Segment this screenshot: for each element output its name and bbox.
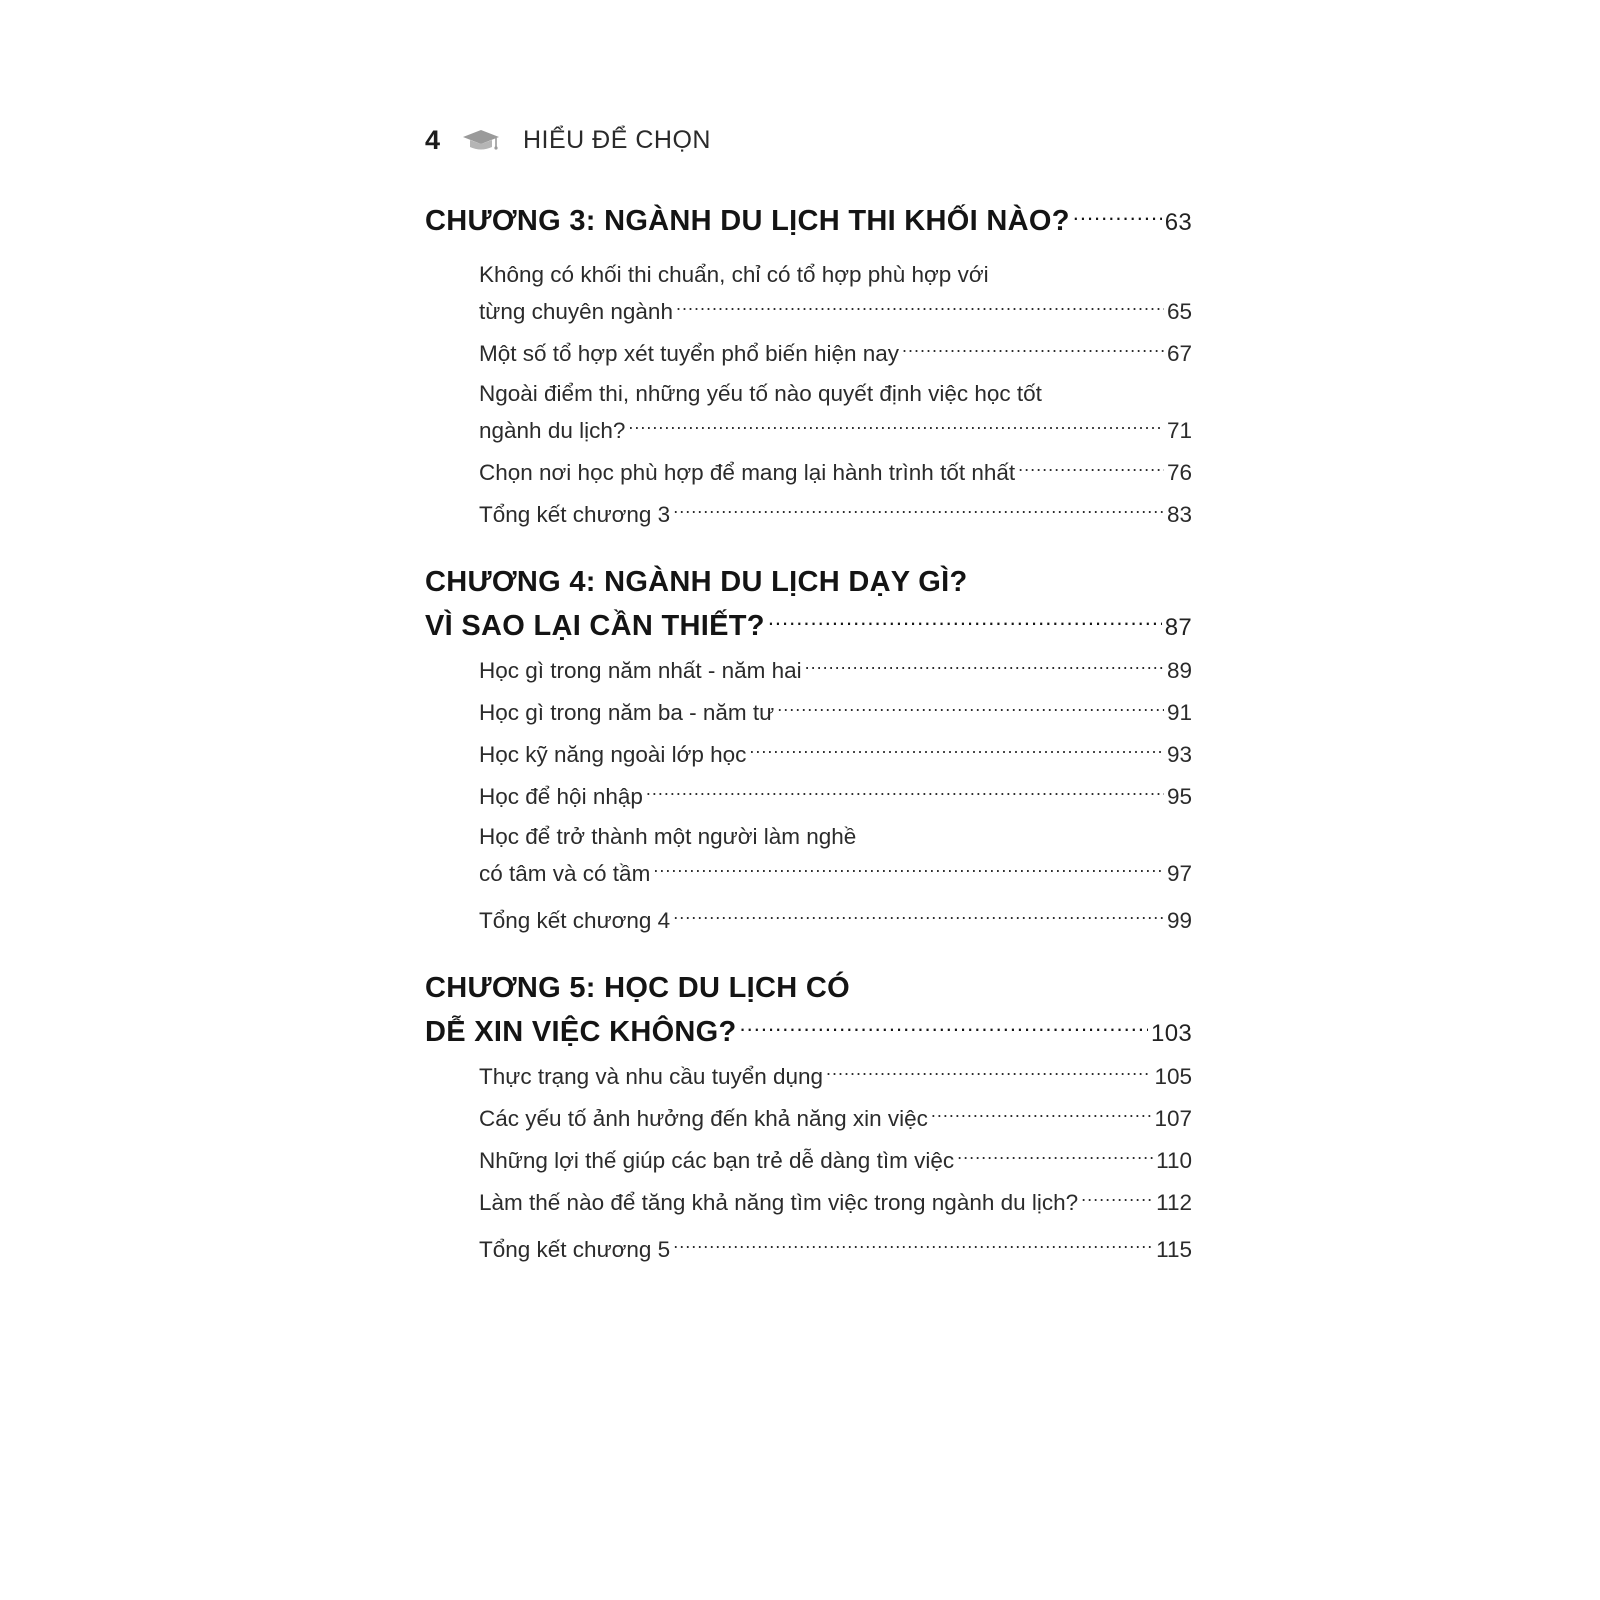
toc-section[interactable]	[479, 416, 1192, 444]
section-page: 89	[1166, 657, 1192, 683]
chapter-title: VÌ SAO LẠI CẦN THIẾT?	[425, 610, 765, 643]
toc-section[interactable]	[479, 698, 1192, 726]
toc-section[interactable]	[479, 1062, 1192, 1090]
toc-section[interactable]	[479, 1235, 1192, 1263]
toc-section[interactable]	[479, 906, 1192, 934]
toc-section[interactable]	[479, 1188, 1192, 1216]
section-title: từng chuyên ngành	[479, 298, 673, 324]
section-page: 110	[1156, 1147, 1192, 1173]
section-page: 112	[1156, 1189, 1192, 1215]
section-title: Một số tổ hợp xét tuyển phổ biến hiện nay	[479, 340, 900, 366]
section-page: 107	[1154, 1105, 1192, 1131]
dot-leader	[673, 1235, 1153, 1257]
section-title: Học gì trong năm nhất - năm hai	[479, 657, 802, 683]
dot-leader	[1018, 458, 1164, 480]
section-page: 65	[1166, 298, 1192, 324]
dot-leader	[653, 859, 1164, 881]
section-title: Tổng kết chương 4	[479, 907, 671, 933]
toc-section-line1[interactable]: Không có khối thi chuẩn, chỉ có tổ hợp phù hợp với	[479, 262, 989, 287]
dot-leader	[902, 339, 1164, 361]
section-page: 91	[1166, 699, 1192, 725]
dot-leader	[768, 609, 1162, 635]
chapter-page: 87	[1164, 614, 1192, 642]
section-page: 71	[1166, 417, 1192, 443]
dot-leader	[749, 740, 1164, 762]
dot-leader	[646, 782, 1164, 804]
section-title: Học kỹ năng ngoài lớp học	[479, 741, 747, 767]
toc-section[interactable]	[479, 458, 1192, 486]
section-title: Học để hội nhập	[479, 783, 643, 809]
section-page: 97	[1166, 860, 1192, 886]
section-title: Làm thế nào để tăng khả năng tìm việc trong ngành du lịch?	[479, 1189, 1079, 1215]
section-page: 115	[1156, 1236, 1192, 1262]
dot-leader	[740, 1015, 1149, 1041]
toc-chapter-5[interactable]	[425, 1015, 1192, 1049]
section-title: Tổng kết chương 5	[479, 1236, 671, 1262]
section-title: Các yếu tố ảnh hưởng đến khả năng xin việc	[479, 1105, 928, 1131]
dot-leader	[628, 416, 1164, 438]
chapter-page: 103	[1151, 1020, 1192, 1048]
dot-leader	[957, 1146, 1153, 1168]
toc-section[interactable]	[479, 500, 1192, 528]
section-page: 99	[1166, 907, 1192, 933]
dot-leader	[777, 698, 1164, 720]
dot-leader	[826, 1062, 1151, 1084]
section-page: 105	[1154, 1063, 1192, 1089]
toc-section-line1[interactable]: Học để trở thành một người làm nghề	[479, 824, 857, 849]
toc-section-line1[interactable]: Ngoài điểm thi, những yếu tố nào quyết định việc học tốt	[479, 381, 1042, 406]
dot-leader	[673, 906, 1164, 928]
chapter-page: 63	[1164, 209, 1192, 237]
toc-chapter-3[interactable]	[425, 204, 1192, 238]
toc-section[interactable]	[479, 740, 1192, 768]
toc-section[interactable]	[479, 656, 1192, 684]
dot-leader	[805, 656, 1164, 678]
toc-section[interactable]	[479, 1104, 1192, 1132]
running-title: HIỂU ĐỂ CHỌN	[523, 125, 711, 154]
toc-section[interactable]	[479, 782, 1192, 810]
section-page: 83	[1166, 501, 1192, 527]
section-title: ngành du lịch?	[479, 417, 626, 443]
dot-leader	[676, 297, 1164, 319]
dot-leader	[1081, 1188, 1153, 1210]
running-header	[425, 120, 711, 160]
section-title: Những lợi thế giúp các bạn trẻ dễ dàng tìm việc	[479, 1147, 955, 1173]
section-page: 95	[1166, 783, 1192, 809]
section-title: Chọn nơi học phù hợp để mang lại hành trình tốt nhất	[479, 459, 1016, 485]
toc-section[interactable]	[479, 339, 1192, 367]
toc-section[interactable]	[479, 1146, 1192, 1174]
section-title: Học gì trong năm ba - năm tư	[479, 699, 775, 725]
toc-chapter-4-line1[interactable]: CHƯƠNG 4: NGÀNH DU LỊCH DẠY GÌ?	[425, 566, 968, 598]
section-page: 67	[1166, 340, 1192, 366]
dot-leader	[673, 500, 1164, 522]
toc-chapter-5-line1[interactable]: CHƯƠNG 5: HỌC DU LỊCH CÓ	[425, 972, 850, 1004]
section-title: Tổng kết chương 3	[479, 501, 671, 527]
dot-leader	[1073, 204, 1162, 230]
chapter-title: DỄ XIN VIỆC KHÔNG?	[425, 1016, 737, 1049]
toc-chapter-4[interactable]	[425, 609, 1192, 643]
graduation-cap-icon	[461, 128, 501, 152]
toc-section[interactable]	[479, 859, 1192, 887]
section-page: 76	[1166, 459, 1192, 485]
page-number: 4	[425, 124, 441, 155]
chapter-title: CHƯƠNG 3: NGÀNH DU LỊCH THI KHỐI NÀO?	[425, 205, 1070, 238]
section-title: có tâm và có tầm	[479, 860, 651, 886]
section-title: Thực trạng và nhu cầu tuyển dụng	[479, 1063, 824, 1089]
toc-section[interactable]	[479, 297, 1192, 325]
section-page: 93	[1166, 741, 1192, 767]
dot-leader	[931, 1104, 1152, 1126]
